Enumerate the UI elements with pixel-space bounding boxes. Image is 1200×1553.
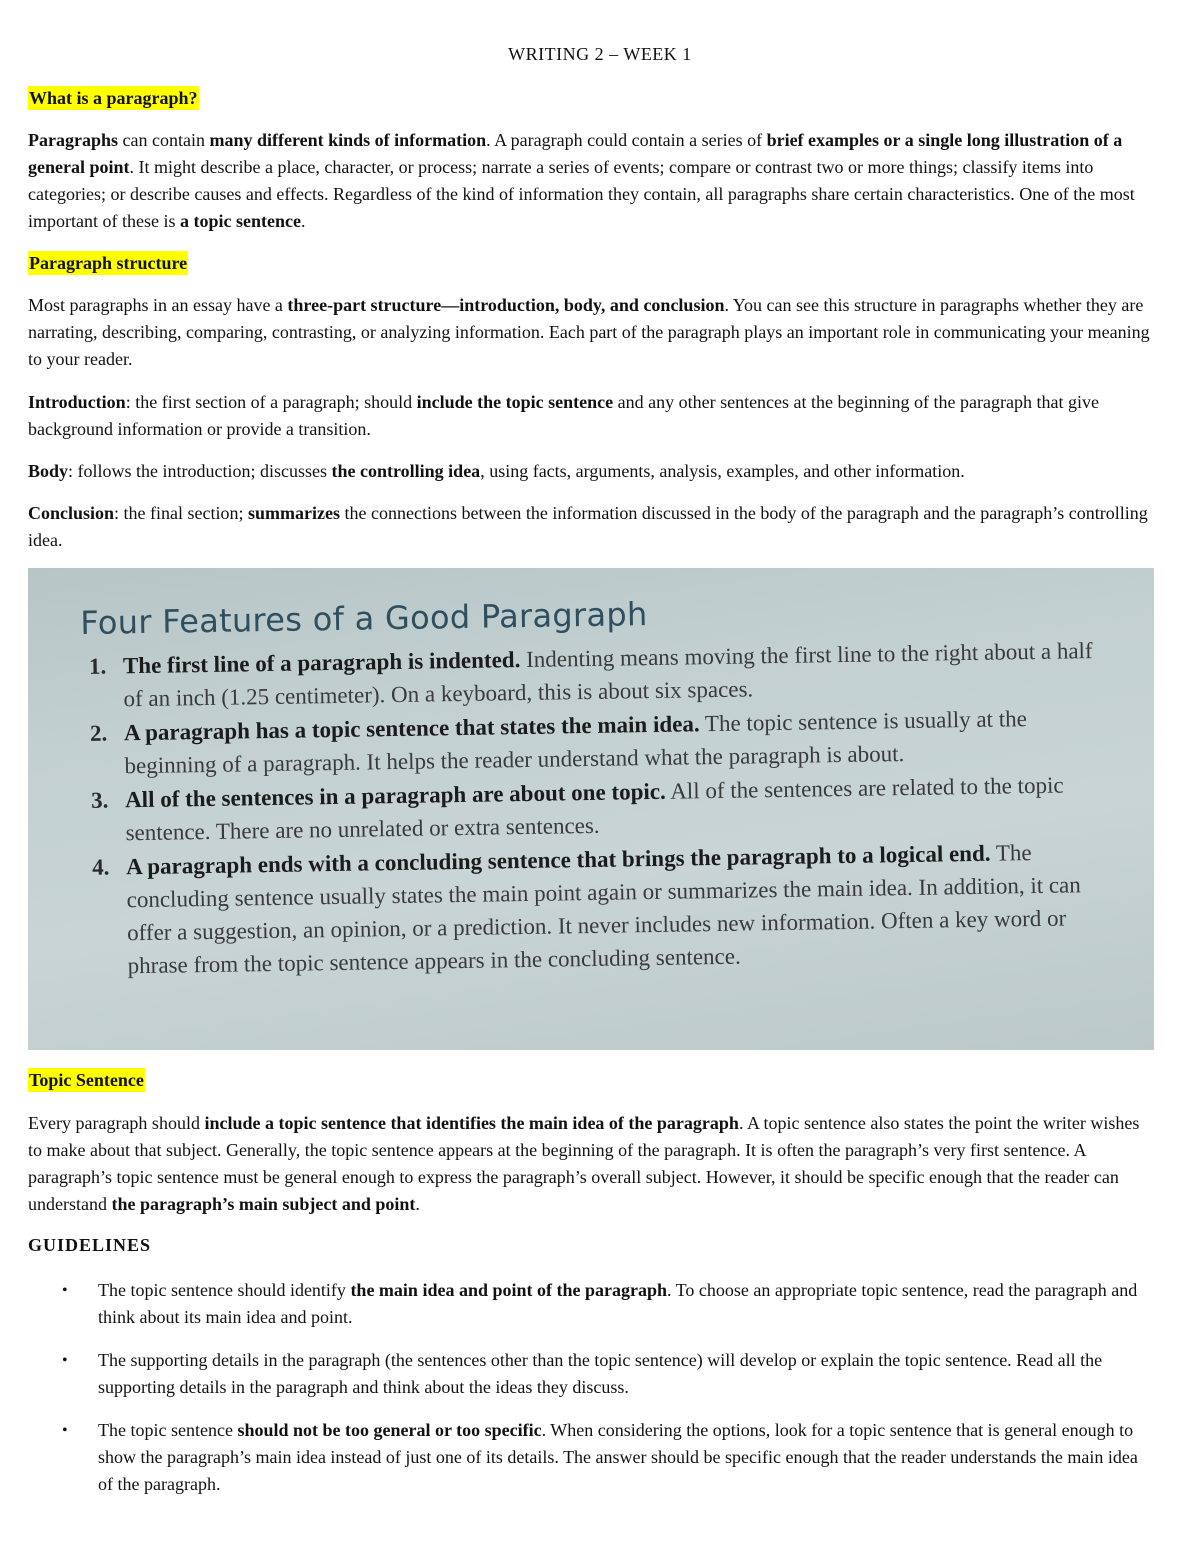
bold-text: three-part structure—introduction, body, and conclusion <box>287 295 725 315</box>
textbook-photo <box>28 568 1154 1050</box>
feature-number: 2. <box>89 720 108 746</box>
text: . To choose an appropriate topic sentence, read the paragraph and think about its main idea and point. <box>98 1280 1138 1327</box>
text: Most paragraphs in an essay have a <box>28 295 288 315</box>
list-item <box>28 1347 1156 1401</box>
document-title: WRITING 2 – WEEK 1 <box>508 44 692 64</box>
feature-lead: All of the sentences in a paragraph are about one topic. <box>124 778 666 813</box>
feature-text: The concluding sentence usually states the main point again or summarizes the main idea. In addition, it can offer a suggestion, an opinion, or a prediction. It never includes new information. Often a key word or phrase from the topic sentence appears in the concluding sentence. <box>126 840 1081 979</box>
body-definition <box>28 458 1156 485</box>
term-introduction: Introduction <box>28 392 126 412</box>
feature-number: 1. <box>88 653 107 679</box>
text: . You can see this structure in paragraphs whether they are narrating, describing, comparing, contrasting, or analyzing information. Each part of the paragraph plays an important role in communicating your meaning to your reader. <box>28 295 1150 369</box>
bold-text: include a topic sentence that identifies the main idea of the paragraph <box>204 1113 739 1133</box>
paragraph-definition <box>28 127 1156 235</box>
text: : the final section; <box>114 503 248 523</box>
topic-sentence-text <box>28 1110 1156 1218</box>
text: : follows the introduction; discusses <box>68 461 332 481</box>
bold-text: many different kinds of information <box>209 130 487 150</box>
text: . <box>415 1194 420 1214</box>
section-topic-sentence <box>28 1068 1156 1092</box>
conclusion-definition <box>28 500 1156 554</box>
bold-text: a topic sentence <box>179 211 301 231</box>
guidelines-list <box>28 1277 1156 1498</box>
guidelines-heading: GUIDELINES <box>28 1235 152 1255</box>
bullet-icon: • <box>62 1282 68 1299</box>
list-item <box>28 1277 1156 1331</box>
text: . A paragraph could contain a series of <box>486 130 767 150</box>
photo-title: Four Features of a Good Paragraph <box>79 595 648 642</box>
list-item <box>28 1417 1156 1498</box>
section-heading-topic-sentence: Topic Sentence <box>29 1070 144 1090</box>
text: The topic sentence should identify <box>98 1280 351 1300</box>
photo-content <box>78 588 1104 984</box>
bold-text: the controlling idea <box>331 461 481 481</box>
bold-text: include the topic sentence <box>416 392 614 412</box>
guidelines-heading-block <box>28 1235 1156 1256</box>
text: . <box>300 211 306 231</box>
term-conclusion: Conclusion <box>28 503 115 523</box>
term-body: Body <box>28 461 69 481</box>
text: Every paragraph should <box>28 1113 205 1133</box>
feature-lead: A paragraph has a topic sentence that states the main idea. <box>123 711 700 746</box>
bold-text: summarizes <box>248 503 340 523</box>
text: . When considering the options, look for a topic sentence that is general enough to show the paragraph’s main idea instead of just one of its details. The answer should be specific enough that the reader understands the main idea of the paragraph. <box>98 1420 1138 1494</box>
feature-text: Indenting means moving the first line to the right about a half of an inch (1.25 centimeter). On a keyboard, this is about six spaces. <box>123 638 1093 712</box>
feature-lead: The first line of a paragraph is indented. <box>122 647 521 679</box>
feature-number: 4. <box>91 854 110 880</box>
text: and any other sentences at the beginning of the paragraph that give background information or provide a transition. <box>28 392 1099 439</box>
feature-text: The topic sentence is usually at the beginning of a paragraph. It helps the reader understand what the paragraph is about. <box>124 706 1027 779</box>
bullet-icon: • <box>62 1422 68 1439</box>
section-paragraph-structure <box>28 251 1156 275</box>
paragraph-structure-text <box>28 292 1156 373</box>
text: The topic sentence <box>98 1420 238 1440</box>
bold-text: Paragraphs <box>28 130 118 150</box>
feature-lead: A paragraph ends with a concluding sentence that brings the paragraph to a logical end. <box>125 840 991 880</box>
bold-text: the main idea and point of the paragraph <box>350 1280 667 1300</box>
text: The supporting details in the paragraph (the sentences other than the topic sentence) will develop or explain the topic sentence. Read all the supporting details in the paragraph and think about the ideas they discuss. <box>98 1350 1103 1397</box>
introduction-definition <box>28 389 1156 443</box>
bold-text: should not be too general or too specific <box>237 1420 542 1440</box>
bold-text: the paragraph’s main subject and point <box>111 1194 416 1214</box>
feature-text: All of the sentences are related to the topic sentence. There are no unrelated or extra sentences. <box>125 772 1064 846</box>
section-heading-paragraph-structure: Paragraph structure <box>29 253 188 273</box>
text: , using facts, arguments, analysis, examples, and other information. <box>480 461 965 481</box>
bullet-icon: • <box>62 1352 68 1369</box>
text: : the first section of a paragraph; should <box>125 392 417 412</box>
text: . It might describe a place, character, or process; narrate a series of events; compare or contrast two or more things; classify items into categories; or describe causes and effects. Regardless of the kind of information they contain, all paragraphs share certain characteristics. One of the most important of these is <box>28 157 1135 231</box>
text: . A topic sentence also states the point the writer wishes to make about that subject. Generally, the topic sentence appears at the beginning of the paragraph. It is often the paragraph’s very first sentence. A paragraph’s topic sentence must be general enough to express the paragraph’s overall subject. However, it should be specific enough that the reader can understand <box>28 1113 1140 1214</box>
bold-text: brief examples or a single long illustration of a general point <box>28 130 1123 177</box>
text: the connections between the information discussed in the body of the paragraph and the paragraph’s controlling idea. <box>28 503 1148 550</box>
section-heading-what-is-paragraph: What is a paragraph? <box>29 88 198 108</box>
section-what-is-paragraph <box>28 86 1156 110</box>
guidelines-list-block <box>28 1277 1156 1514</box>
text: can contain <box>118 130 210 150</box>
feature-item <box>82 835 1104 983</box>
feature-number: 3. <box>90 787 109 813</box>
